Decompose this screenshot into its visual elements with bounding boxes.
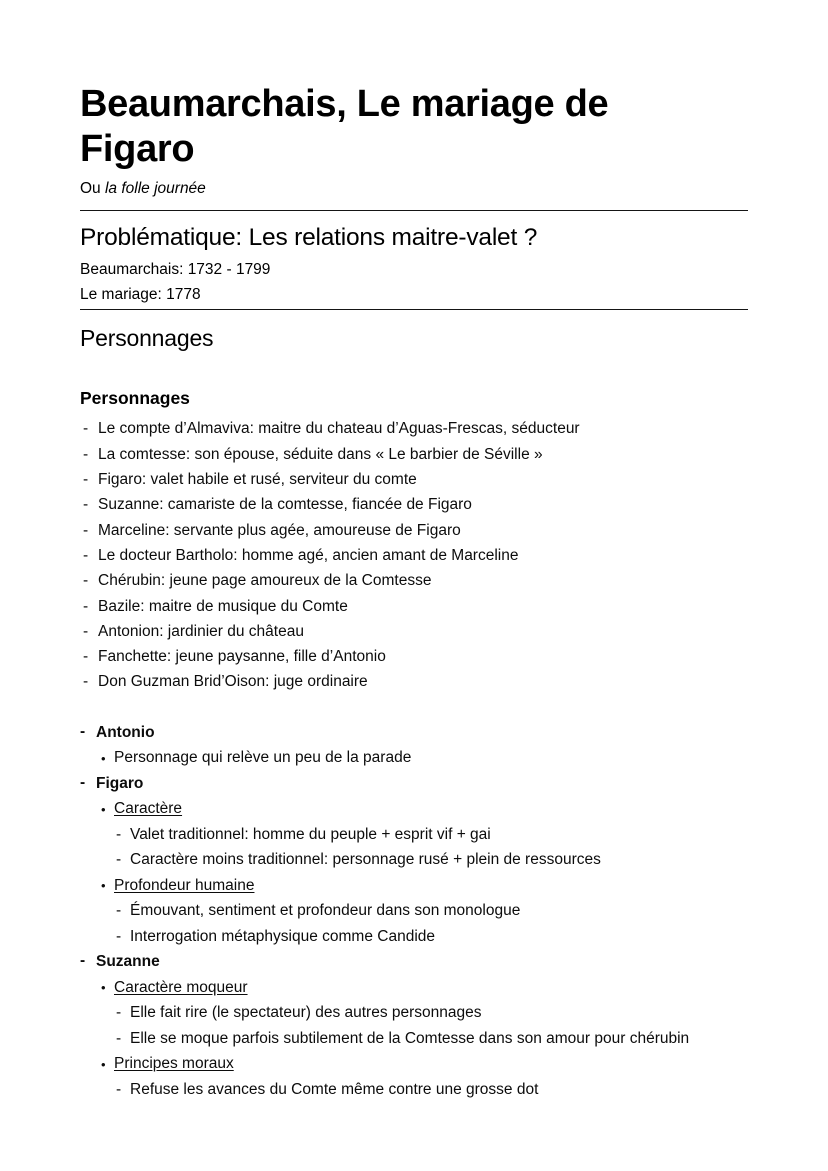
- meta-author-dates: Beaumarchais: 1732 - 1799: [80, 261, 271, 279]
- analysis-character-name: - Suzanne: [80, 949, 748, 975]
- character-text: Fanchette: jeune paysanne, fille d’Antonio: [98, 648, 386, 666]
- analysis-point-text: Personnage qui relève un peu de la parade: [114, 749, 412, 767]
- list-item: [80, 543, 748, 568]
- analysis-character-name: - Antonio: [80, 720, 748, 746]
- subtitle-italic: la folle journée: [104, 180, 206, 198]
- analysis-point: [100, 745, 748, 771]
- character-list: [80, 416, 748, 694]
- analysis-point: [100, 975, 748, 1001]
- analysis-point: [100, 1051, 748, 1077]
- analysis-subpoint-text: Valet traditionnel: homme du peuple + esprit vif + gai: [130, 825, 491, 843]
- character-text: Bazile: maitre de musique du Comte: [98, 597, 348, 615]
- document-subtitle: [80, 180, 748, 198]
- analysis-subpoint-text: Caractère moins traditionnel: personnage rusé + plein de ressources: [130, 851, 601, 869]
- meta-work-date: Le mariage: 1778: [80, 286, 201, 304]
- character-text: Chérubin: jeune page amoureux de la Comtesse: [98, 572, 432, 590]
- analysis-subpoint: [116, 898, 748, 924]
- analysis-subpoint: [116, 1077, 748, 1103]
- section-heading-personnages: Personnages: [80, 325, 214, 352]
- analysis-subpoint: [116, 847, 748, 873]
- list-item: [80, 619, 748, 644]
- analysis-subpoint-text: Interrogation métaphysique comme Candide: [130, 927, 436, 945]
- divider-rule: [80, 210, 748, 211]
- character-text: Marceline: servante plus agée, amoureuse de Figaro: [98, 521, 461, 539]
- divider-rule: [80, 309, 748, 310]
- analysis-point-text: Principes moraux: [114, 1055, 234, 1073]
- list-heading-personnages: Personnages: [80, 388, 190, 409]
- analysis-point-text: Caractère moqueur: [114, 978, 248, 996]
- analysis-point-text: Profondeur humaine: [114, 876, 255, 894]
- analysis-subpoint-text: Refuse les avances du Comte même contre une grosse dot: [130, 1080, 539, 1098]
- list-item: [80, 416, 748, 441]
- analysis-point: [100, 796, 748, 822]
- list-item: [80, 467, 748, 492]
- analysis-subpoint-text: Elle se moque parfois subtilement de la Comtesse dans son amour pour chérubin: [130, 1029, 690, 1047]
- character-text: Don Guzman Brid’Oison: juge ordinaire: [98, 673, 368, 691]
- analysis-point-text: Caractère: [114, 800, 183, 818]
- list-item: [80, 644, 748, 669]
- list-item: [80, 518, 748, 543]
- analysis-subpoint-text: Émouvant, sentiment et profondeur dans son monologue: [130, 902, 521, 920]
- analysis-point: [100, 873, 748, 899]
- problematique-heading: Problématique: Les relations maitre-valet ?: [80, 224, 538, 252]
- subtitle-prefix: Ou: [80, 180, 105, 198]
- character-text: Le compte d’Almaviva: maitre du chateau d’Aguas-Frescas, séducteur: [98, 420, 580, 438]
- analysis-character-name: - Figaro: [80, 771, 748, 797]
- character-analysis-outline: [80, 720, 748, 1103]
- list-item: [80, 594, 748, 619]
- analysis-subpoint-text: Elle fait rire (le spectateur) des autres personnages: [130, 1004, 482, 1022]
- list-item: [80, 442, 748, 467]
- list-item: [80, 492, 748, 517]
- character-text: Le docteur Bartholo: homme agé, ancien amant de Marceline: [98, 546, 519, 564]
- analysis-subpoint: [116, 822, 748, 848]
- document-title: Beaumarchais, Le mariage de Figaro: [80, 83, 609, 171]
- character-text: Antonion: jardinier du château: [98, 622, 304, 640]
- list-item: [80, 568, 748, 593]
- character-text: La comtesse: son épouse, séduite dans « Le barbier de Séville »: [98, 445, 543, 463]
- analysis-subpoint: [116, 924, 748, 950]
- character-text: Figaro: valet habile et rusé, serviteur du comte: [98, 471, 417, 489]
- list-item: [80, 669, 748, 694]
- character-text: Suzanne: camariste de la comtesse, fiancée de Figaro: [98, 496, 472, 514]
- analysis-subpoint: [116, 1000, 748, 1026]
- analysis-subpoint: [116, 1026, 748, 1052]
